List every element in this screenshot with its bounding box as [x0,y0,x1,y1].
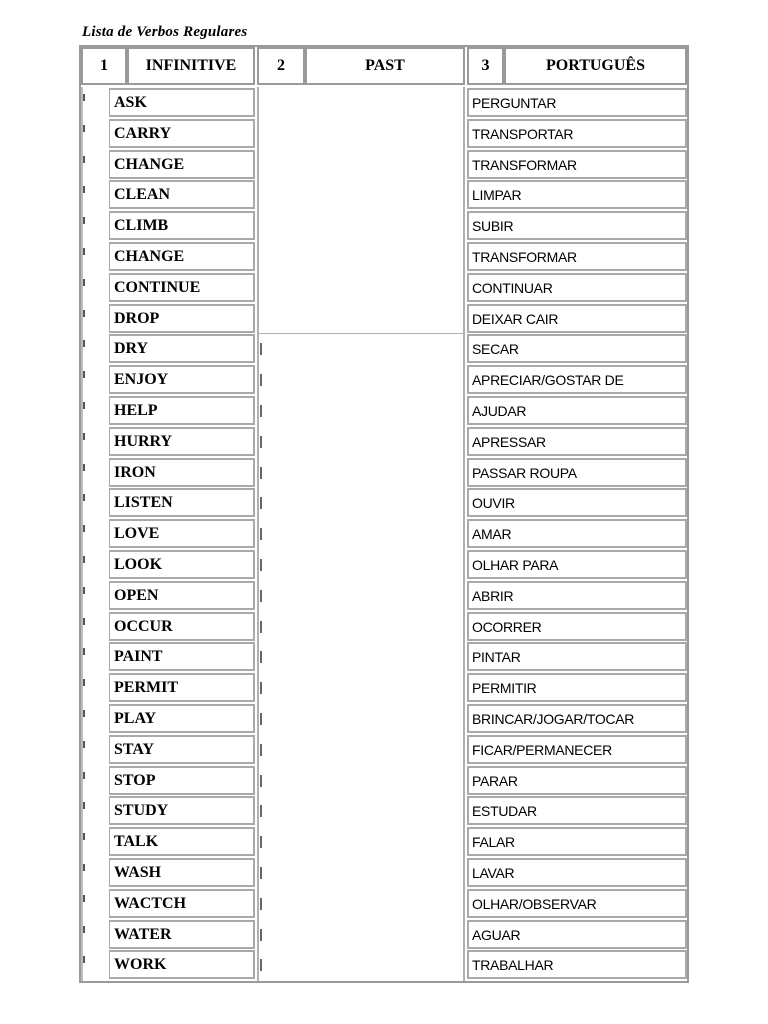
past-cell-mark [260,590,262,602]
infinitive-cell: HURRY [109,427,255,456]
row-marker [83,340,85,347]
portugues-cell: OCORRER [467,612,687,641]
infinitive-cell: ENJOY [109,365,255,394]
column-header-infinitive: INFINITIVE [127,47,255,85]
past-cell-mark [260,467,262,479]
portugues-cell: PINTAR [467,642,687,671]
portugues-cell: PASSAR ROUPA [467,458,687,487]
past-cell-mark [260,898,262,910]
past-cell-mark [260,528,262,540]
row-marker [83,94,85,101]
past-cell-mark [260,929,262,941]
portugues-cell: PERGUNTAR [467,88,687,117]
row-marker [83,433,85,440]
row-marker [83,217,85,224]
row-marker [83,587,85,594]
infinitive-cell: PERMIT [109,673,255,702]
portugues-cell: TRANSPORTAR [467,119,687,148]
infinitive-cell: STOP [109,766,255,795]
infinitive-cell: WASH [109,858,255,887]
infinitive-cell: OPEN [109,581,255,610]
portugues-cell: OLHAR/OBSERVAR [467,889,687,918]
row-marker [83,248,85,255]
past-column-lower-blank [257,334,465,981]
row-marker [83,710,85,717]
infinitive-cell: TALK [109,827,255,856]
past-cell-mark [260,867,262,879]
portugues-cell: PARAR [467,766,687,795]
column-number-1: 1 [81,47,127,85]
infinitive-cell: DRY [109,334,255,363]
portugues-cell: SUBIR [467,211,687,240]
row-marker [83,402,85,409]
row-marker [83,833,85,840]
past-cell-mark [260,374,262,386]
infinitive-cell: WACTCH [109,889,255,918]
portugues-cell: AGUAR [467,920,687,949]
column-header-portugues: PORTUGUÊS [504,47,687,85]
infinitive-cell: WATER [109,920,255,949]
portugues-cell: OLHAR PARA [467,550,687,579]
past-cell-mark [260,651,262,663]
infinitive-cell: CHANGE [109,150,255,179]
column-number-3: 3 [467,47,504,85]
portugues-cell: APRECIAR/GOSTAR DE [467,365,687,394]
row-marker [83,125,85,132]
past-cell-mark [260,436,262,448]
row-marker [83,895,85,902]
past-cell-mark [260,682,262,694]
portugues-cell: OUVIR [467,488,687,517]
portugues-cell: ABRIR [467,581,687,610]
portugues-cell: APRESSAR [467,427,687,456]
portugues-cell: TRABALHAR [467,950,687,979]
portugues-cell: FICAR/PERMANECER [467,735,687,764]
infinitive-cell: OCCUR [109,612,255,641]
infinitive-cell: WORK [109,950,255,979]
row-marker [83,186,85,193]
row-marker [83,802,85,809]
row-marker [83,464,85,471]
portugues-cell: CONTINUAR [467,273,687,302]
portugues-cell: TRANSFORMAR [467,150,687,179]
row-marker [83,864,85,871]
infinitive-cell: DROP [109,304,255,333]
infinitive-cell: LISTEN [109,488,255,517]
past-cell-mark [260,559,262,571]
portugues-cell: TRANSFORMAR [467,242,687,271]
document-title: Lista de Verbos Regulares [82,24,248,40]
infinitive-cell: CHANGE [109,242,255,271]
infinitive-cell: CLEAN [109,180,255,209]
column-header-past: PAST [305,47,465,85]
portugues-cell: FALAR [467,827,687,856]
past-cell-mark [260,343,262,355]
column-number-2: 2 [257,47,305,85]
past-cell-mark [260,621,262,633]
infinitive-cell: STAY [109,735,255,764]
portugues-cell: AJUDAR [467,396,687,425]
past-cell-mark [260,805,262,817]
infinitive-cell: CLIMB [109,211,255,240]
past-column-upper-blank [257,87,465,334]
infinitive-cell: IRON [109,458,255,487]
row-marker [83,956,85,963]
row-marker [83,156,85,163]
portugues-cell: LAVAR [467,858,687,887]
past-cell-mark [260,713,262,725]
past-cell-mark [260,959,262,971]
past-cell-mark [260,405,262,417]
past-cell-mark [260,497,262,509]
row-marker [83,556,85,563]
infinitive-cell: ASK [109,88,255,117]
row-marker [83,525,85,532]
portugues-cell: DEIXAR CAIR [467,304,687,333]
row-marker [83,494,85,501]
row-marker [83,648,85,655]
infinitive-cell: PLAY [109,704,255,733]
portugues-cell: AMAR [467,519,687,548]
infinitive-cell: CARRY [109,119,255,148]
row-marker [83,926,85,933]
portugues-cell: ESTUDAR [467,796,687,825]
portugues-cell: PERMITIR [467,673,687,702]
row-marker [83,310,85,317]
portugues-cell: BRINCAR/JOGAR/TOCAR [467,704,687,733]
row-marker [83,772,85,779]
row-marker [83,679,85,686]
infinitive-cell: LOOK [109,550,255,579]
row-marker [83,618,85,625]
past-cell-mark [260,775,262,787]
infinitive-cell: STUDY [109,796,255,825]
infinitive-cell: CONTINUE [109,273,255,302]
portugues-cell: LIMPAR [467,180,687,209]
past-cell-mark [260,744,262,756]
row-marker [83,279,85,286]
portugues-cell: SECAR [467,334,687,363]
row-marker [83,371,85,378]
past-cell-mark [260,836,262,848]
row-marker [83,741,85,748]
infinitive-cell: HELP [109,396,255,425]
infinitive-cell: LOVE [109,519,255,548]
infinitive-cell: PAINT [109,642,255,671]
